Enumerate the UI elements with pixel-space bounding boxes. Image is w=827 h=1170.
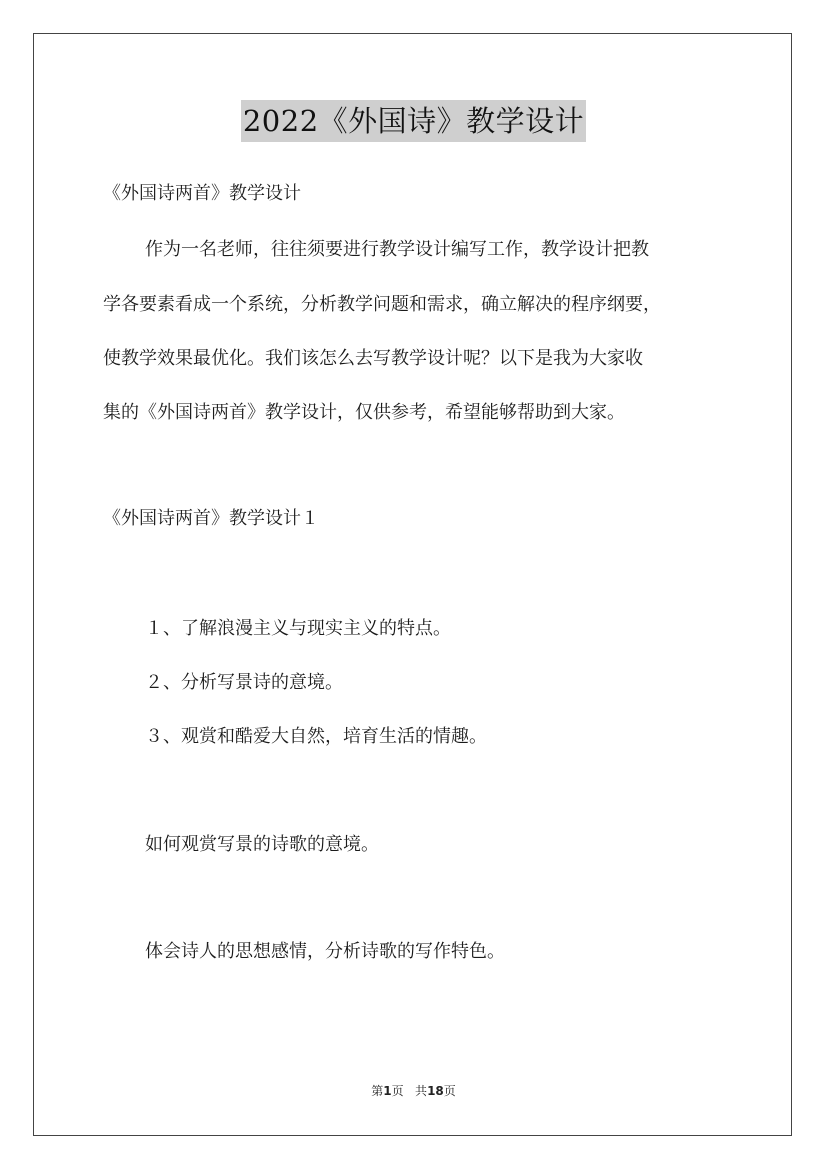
key-point: 如何观赏写景的诗歌的意境。 bbox=[145, 834, 379, 855]
objective-item: ３、观赏和酷爱大自然，培育生活的情趣。 bbox=[145, 726, 487, 747]
total-suffix: 页 bbox=[443, 1084, 456, 1098]
objective-item: １、了解浪漫主义与现实主义的特点。 bbox=[145, 618, 451, 639]
intro-line: 学各要素看成一个系统，分析教学问题和需求，确立解决的程序纲要， bbox=[103, 294, 661, 315]
intro-line: 集的《外国诗两首》教学设计，仅供参考，希望能够帮助到大家。 bbox=[103, 402, 625, 423]
objective-item: ２、分析写景诗的意境。 bbox=[145, 672, 343, 693]
page-number: 1 bbox=[383, 1084, 392, 1098]
difficult-point: 体会诗人的思想感情，分析诗歌的写作特色。 bbox=[145, 941, 505, 962]
intro-line: 作为一名老师，往往须要进行教学设计编写工作，教学设计把教 bbox=[145, 239, 649, 260]
document-subtitle: 《外国诗两首》教学设计 bbox=[103, 183, 301, 204]
page-suffix: 页 bbox=[391, 1084, 404, 1098]
document-title: 2022《外国诗》教学设计 bbox=[241, 100, 586, 142]
total-prefix: 共 bbox=[415, 1084, 428, 1098]
total-pages: 18 bbox=[427, 1084, 444, 1098]
intro-line: 使教学效果最优化。我们该怎么去写教学设计呢？以下是我为大家收 bbox=[103, 348, 643, 369]
section-heading: 《外国诗两首》教学设计１ bbox=[103, 508, 319, 529]
page-prefix: 第 bbox=[371, 1084, 384, 1098]
title-container bbox=[0, 100, 827, 142]
page-footer bbox=[0, 1083, 827, 1099]
